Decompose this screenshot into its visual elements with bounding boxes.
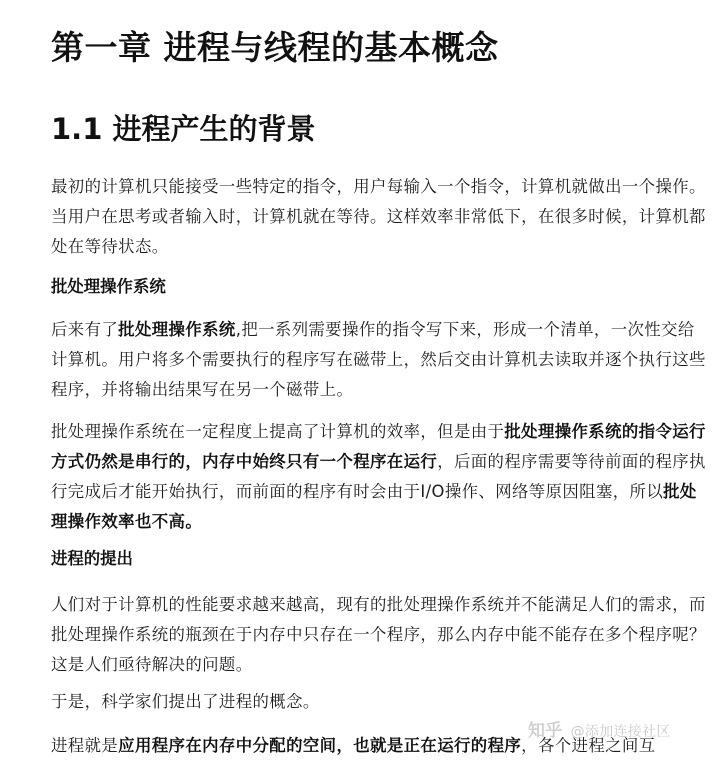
text-run: 后来有了 [51, 320, 119, 339]
text-run: ，后面的程序需要等待前面的程序执行完成后才能开始执行，而前面的程序有时会由于I/O操作、网络等原因阻塞，所以 [51, 452, 706, 501]
paragraph-process-concept: 于是，科学家们提出了进程的概念。 [51, 692, 320, 711]
subheading-process: 进程的提出 [51, 549, 133, 568]
watermark-text: @添加连接社区 [570, 724, 671, 740]
paragraph-process-need: 人们对于计算机的性能要求越来越高，现有的批处理操作系统并不能满足人们的需求，而批处理操作系统的瓶颈在于内存中只存在一个程序，那么内存中能不能存在多个程序呢？这是人们亟待解决的问题。 [51, 595, 706, 674]
bold-run: 批处理操作效率也不高。 [51, 482, 697, 531]
text-run: ,把一系列需要操作的指令写下来，形成一个清单，一次性交给计算机。用户将多个需要执行的程序写在磁带上，然后交由计算机去读取并逐个执行这些程序，并将输出结果写在另一个磁带上。 [51, 320, 706, 399]
bold-run: 应用程序在内存中分配的空间，也就是正在运行的程序 [118, 736, 522, 755]
paragraph-batch-os [51, 315, 707, 405]
paragraph-batch-efficiency [51, 417, 707, 537]
watermark [528, 716, 671, 741]
zhihu-logo: 知乎 [528, 721, 563, 741]
section-title: 1.1 进程产生的背景 [51, 112, 316, 146]
text-run: 进程就是 [51, 736, 119, 755]
paragraph-intro: 最初的计算机只能接受一些特定的指令，用户每输入一个指令，计算机就做出一个操作。当用户在思考或者输入时，计算机就在等待。这样效率非常低下，在很多时候，计算机都处在等待状态。 [51, 177, 706, 256]
text-run: ，各个进程之间互 [521, 736, 656, 755]
chapter-title: 第一章 进程与线程的基本概念 [51, 28, 499, 67]
text-run: 批处理操作系统在一定程度上提高了计算机的效率，但是由于 [51, 422, 505, 441]
bold-run: 批处理操作系统的指令运行方式仍然是串行的，内存中始终只有一个程序在运行 [51, 422, 706, 471]
bold-run: 批处理操作系统 [118, 320, 236, 339]
subheading-batch-os: 批处理操作系统 [51, 277, 166, 296]
